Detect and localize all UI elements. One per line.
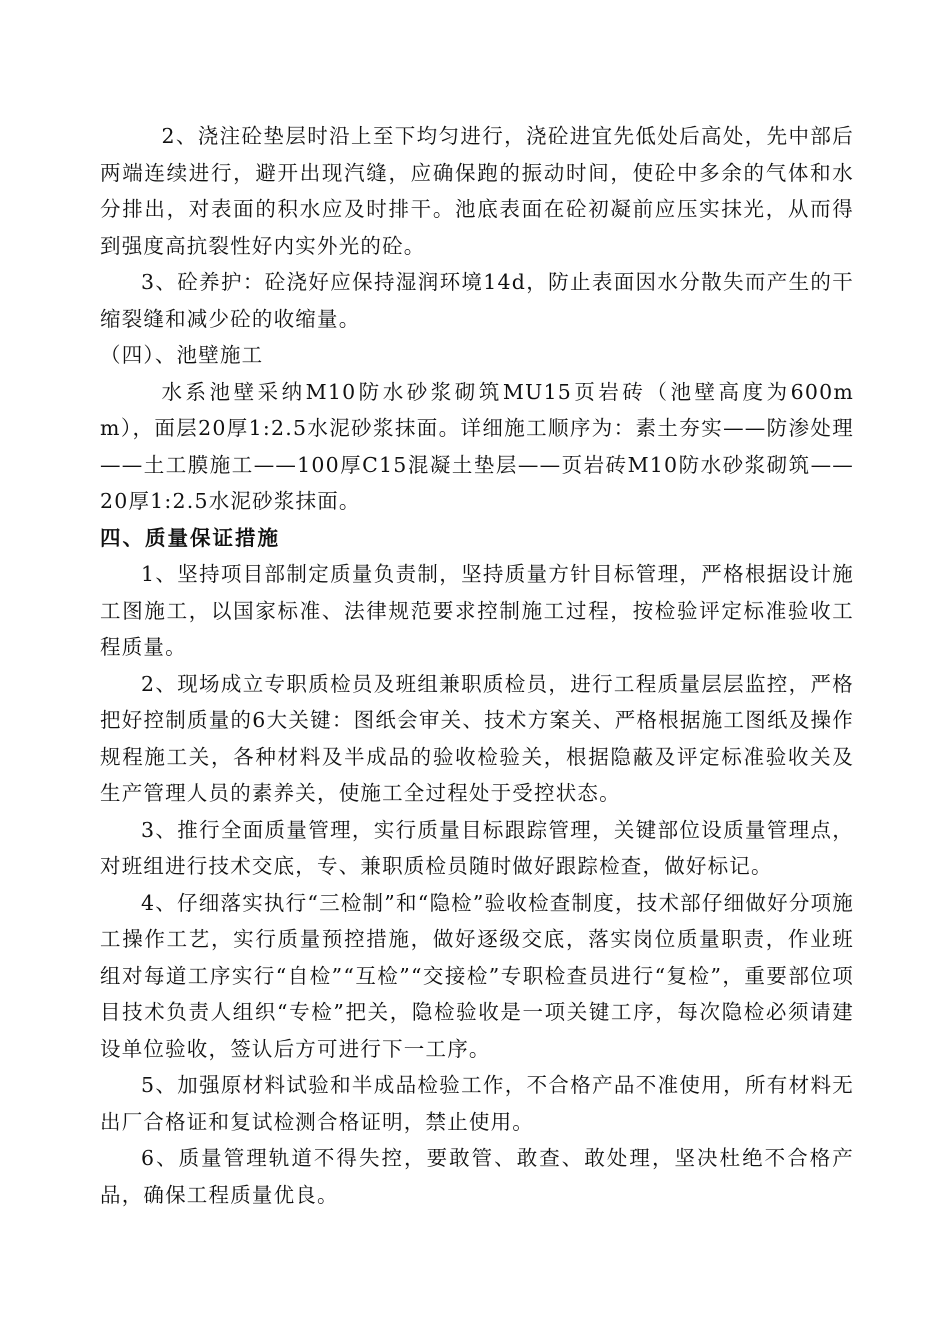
paragraph-quality-2: 2、现场成立专职质检员及班组兼职质检员，进行工程质量层层监控，严格把好控制质量的6大关键：图纸会审关、技术方案关、严格根据施工图纸及操作规程施工关，各种材料及半成品的验收检验关，根据隐蔽及评定标准验收关及生产管理人员的素养关，使施工全过程处于受控状态。	[100, 671, 854, 805]
paragraph-concrete-curing: 3、砼养护：砼浇好应保持湿润环境14d，防止表面因水分散失而产生的干缩裂缝和减少砼的收缩量。	[100, 270, 854, 331]
paragraph-pool-wall: 水系池壁采纳M10防水砂浆砌筑MU15页岩砖（池壁高度为600mm），面层20厚1:2.5水泥砂浆抹面。详细施工顺序为：素土夯实——防渗处理——土工膜施工——100厚C15混凝土垫层——页岩砖M10防水砂浆砌筑——20厚1:2.5水泥砂浆抹面。	[100, 379, 854, 513]
section-heading-quality: 四、质量保证措施	[100, 525, 280, 550]
paragraph-quality-3: 3、推行全面质量管理，实行质量目标跟踪管理，关键部位设质量管理点，对班组进行技术交底，专、兼职质检员随时做好跟踪检查，做好标记。	[100, 817, 854, 878]
paragraph-quality-4: 4、仔细落实执行“三检制”和“隐检”验收检查制度，技术部仔细做好分项施工操作工艺，实行质量预控措施，做好逐级交底，落实岗位质量职责，作业班组对每道工序实行“自检”“互检”“交接检”专职检查员进行“复检”，重要部位项目技术负责人组织“专检”把关，隐检验收是一项关键工序，每次隐检必须请建设单位验收，签认后方可进行下一工序。	[100, 890, 854, 1061]
paragraph-quality-1: 1、坚持项目部制定质量负责制，坚持质量方针目标管理，严格根据设计施工图施工，以国家标准、法律规范要求控制施工过程，按检验评定标准验收工程质量。	[100, 562, 854, 659]
paragraph-quality-5: 5、加强原材料试验和半成品检验工作，不合格产品不准使用，所有材料无出厂合格证和复试检测合格证明，禁止使用。	[100, 1073, 854, 1134]
paragraph-quality-6: 6、质量管理轨道不得失控，要敢管、敢查、敢处理，坚决杜绝不合格产品，确保工程质量优良。	[100, 1146, 854, 1207]
paragraph-concrete-pouring: 2、浇注砼垫层时沿上至下均匀进行，浇砼进宜先低处后高处，先中部后两端连续进行，避开出现汽缝，应确保跑的振动时间，使砼中多余的气体和水分排出，对表面的积水应及时排干。池底表面在砼初凝前应压实抹光，从而得到强度高抗裂性好内实外光的砼。	[100, 124, 854, 258]
section-heading-pool-wall: （四）、池壁施工	[100, 343, 264, 367]
